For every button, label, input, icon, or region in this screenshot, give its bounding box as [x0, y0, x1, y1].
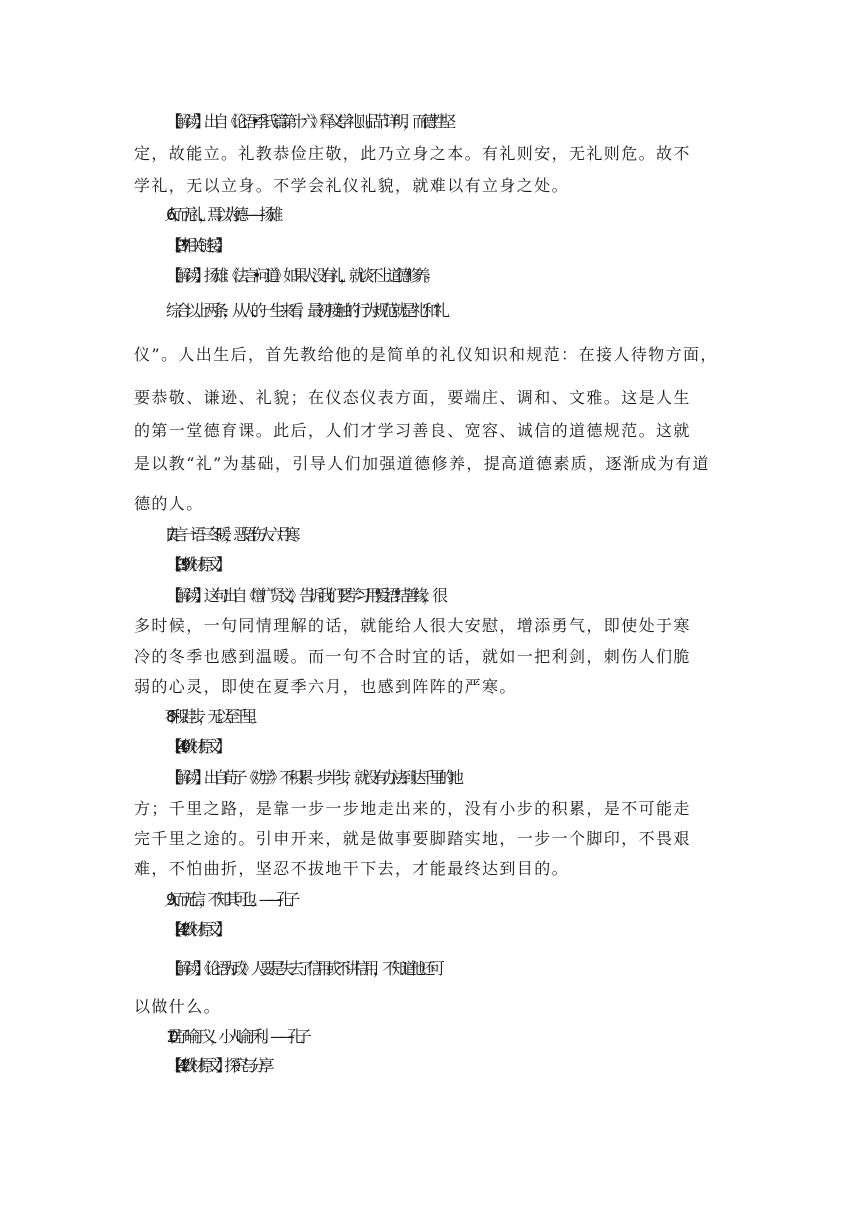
- paragraph-line: 学礼，无以立身。不学会礼仪礼貌，就难以有立身之处。: [134, 176, 570, 195]
- reference-tag: 【P40 教材原文】: [166, 737, 225, 756]
- paragraph-line: 冷的冬季也感到温暖。而一句不合时宜的话，就如一把利剑，刺伤人们脆: [134, 647, 691, 666]
- paragraph-line: 是以教“礼”为基础，引导人们加强道德修养，提高道德素质，逐渐成为有道: [134, 454, 710, 473]
- paragraph-line: 【解读】出自荀子《劝学》不积累一步半步，就没有办法到达千里的地: [166, 768, 458, 787]
- paragraph-line: 综合以上两条，从人的一生来看，最初接触的行为规范就是”礼”和”礼: [166, 301, 444, 320]
- reference-tag: 【P39 教材原文】: [166, 555, 225, 574]
- section-heading: 7. 良言一语三冬暖，恶语伤人六月寒。: [166, 525, 302, 544]
- reference-tag: 【P42 教材原文】: [166, 920, 225, 939]
- paragraph-line: 完千里之途的。引申开来，就是做事要脚踏实地，一步一个脚印，不畏艰: [134, 829, 691, 848]
- paragraph-line: 定，故能立。礼教恭俭庄敬，此乃立身之本。有礼则安，无礼则危。故不: [134, 144, 691, 163]
- section-heading: 8. 不积跬步，无以至千里。: [166, 707, 259, 726]
- paragraph-line: 以做什么。: [134, 997, 222, 1016]
- paragraph-line: 仪”。人出生后，首先教给他的是简单的礼仪知识和规范：在接人待物方面，: [134, 345, 718, 364]
- reference-tag: 【P37 相关链接】: [166, 236, 225, 255]
- section-heading: 9. 人而无信，不知其可也。——孔子: [166, 890, 294, 909]
- reference-tag: 【P42 教材原文】探究与分享: [166, 1056, 268, 1075]
- paragraph-line: 多时候，一句同情理解的话，就能给人很大安慰，增添勇气，即使处于寒: [134, 616, 691, 635]
- section-heading: 10. 君子喻于义，小人喻于利。——孔子: [166, 1027, 305, 1046]
- paragraph-line: 难，不怕曲折，坚忍不拔地干下去，才能最终达到目的。: [134, 859, 570, 878]
- paragraph-line: 弱的心灵，即使在夏季六月，也感到阵阵的严寒。: [134, 677, 517, 696]
- paragraph-line: 【解读】扬雄：《法言•问道》如果人没有礼，就谈不上道德修养。: [166, 266, 434, 285]
- paragraph-line: 要恭敬、谦逊、礼貌；在仪态仪表方面，要端庄、调和、文雅。这是人生: [134, 388, 691, 407]
- paragraph-line: 【解读】出自《论语•季氏篇第十六》释义:学礼则品节详明，而德性坚: [166, 112, 450, 131]
- paragraph-line: 的第一堂德育课。此后，人们才学习善良、宽容、诚信的道德规范。这就: [134, 421, 691, 440]
- paragraph-line: 方；千里之路，是靠一步一步地走出来的，没有小步的积累，是不可能走: [134, 799, 691, 818]
- paragraph-line: 德的人。: [134, 494, 204, 513]
- section-heading: 6. 人而无礼，焉以为德——扬雄: [166, 205, 276, 224]
- paragraph-line: 【解读】《论语·为政》人要是失去了信用或不讲信用，不知道他还可: [166, 959, 439, 978]
- paragraph-line: 【解读】这句出自《增广贤文》，告诉我们要学习用"爱语"结善缘，很: [166, 586, 442, 605]
